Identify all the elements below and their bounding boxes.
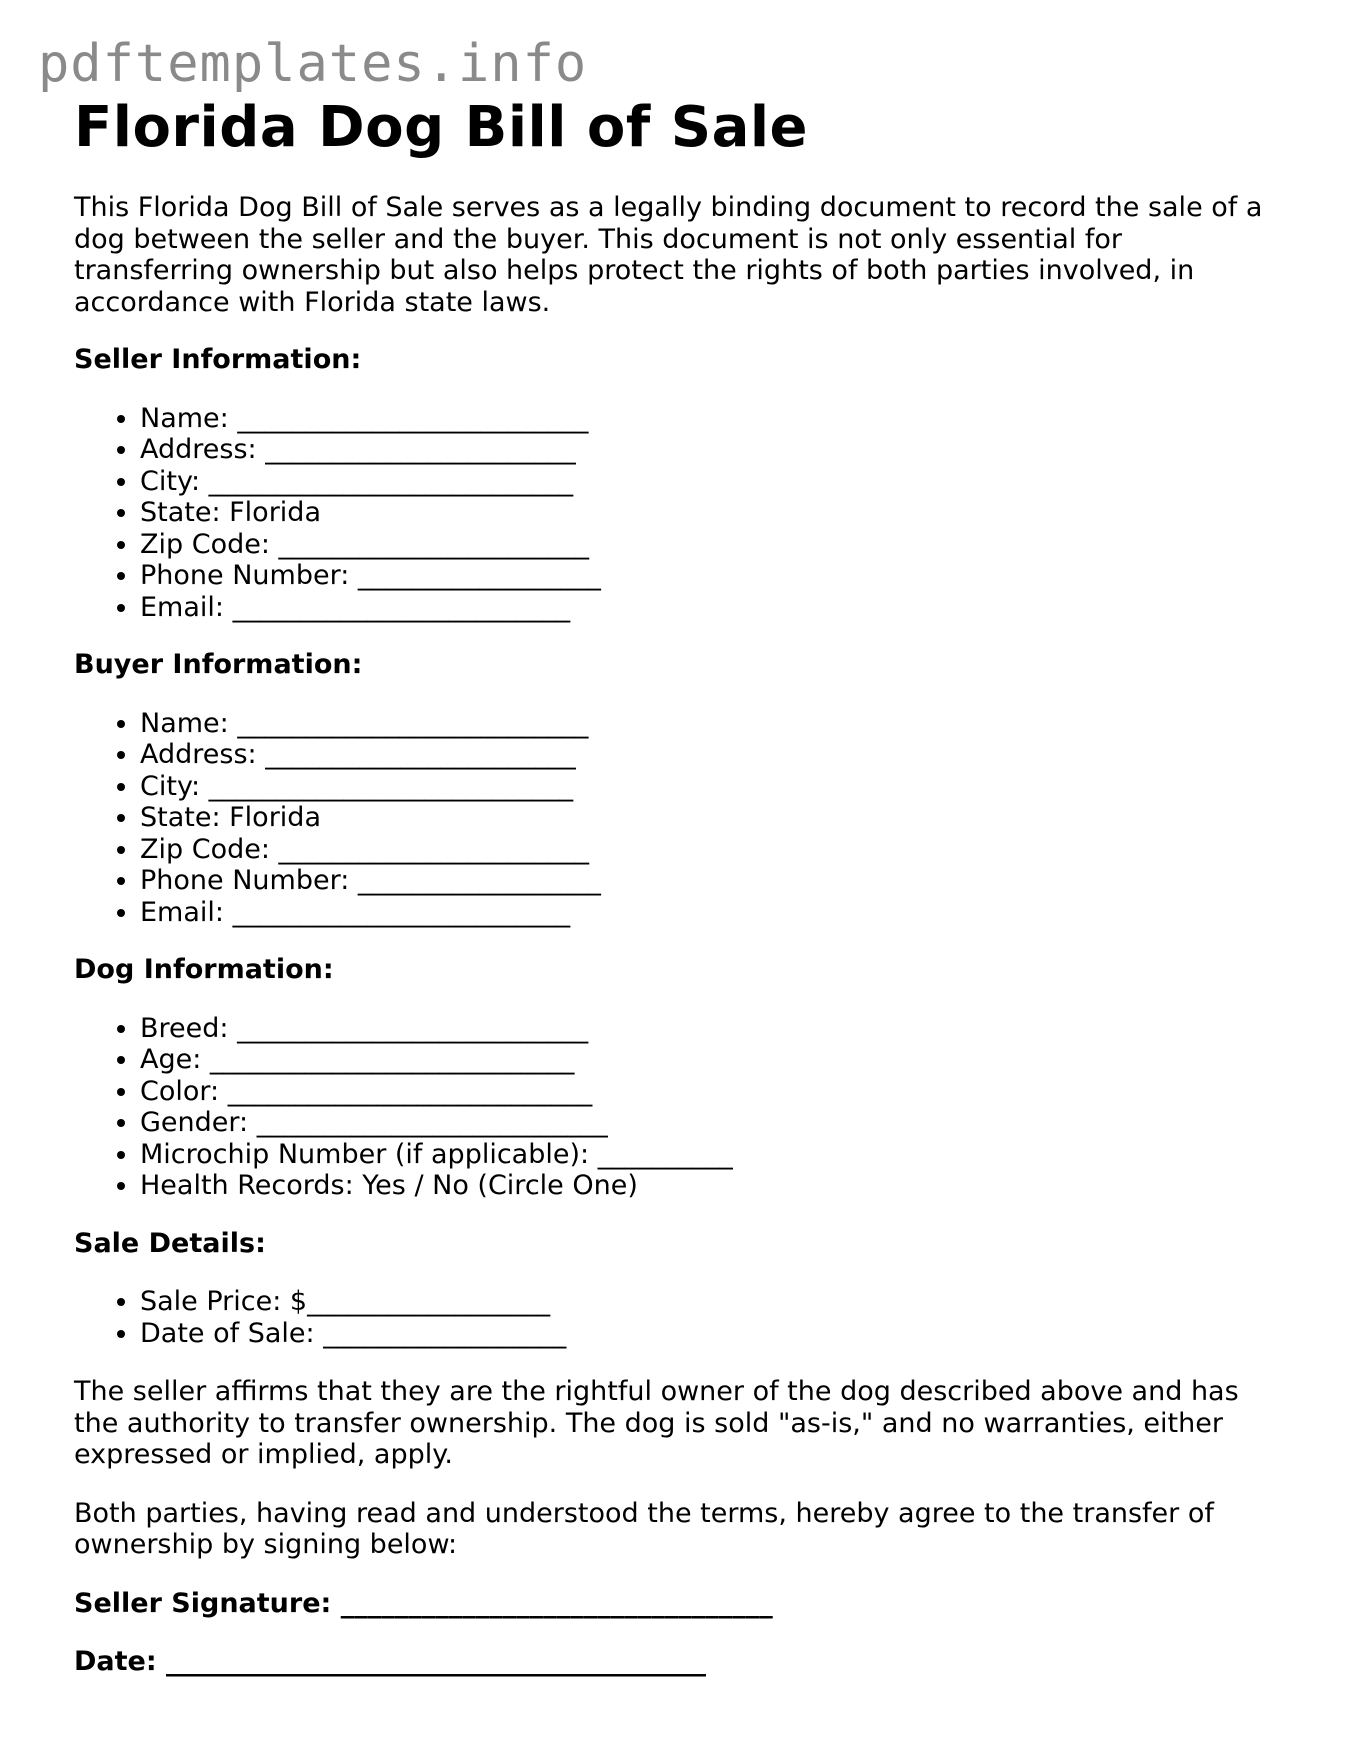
buyer-heading: Buyer Information: — [74, 649, 363, 680]
seller-city-field: • City: ___________________________ — [140, 466, 1284, 498]
buyer-zip-field: • Zip Code: _______________________ — [140, 834, 1284, 866]
seller-heading: Seller Information: — [74, 344, 362, 375]
document-page — [74, 96, 1284, 1678]
sale-list — [74, 1286, 1284, 1349]
seller-zip-field: • Zip Code: _______________________ — [140, 529, 1284, 561]
seller-address-field: • Address: _______________________ — [140, 434, 1284, 466]
buyer-state-field: • State: Florida — [140, 802, 1284, 834]
seller-name-field: • Name: __________________________ — [140, 403, 1284, 435]
agreement-paragraph: Both parties, having read and understood the terms, hereby agree to the transfer of ownership by signing below: — [74, 1497, 1214, 1560]
watermark: pdftemplates.info — [38, 34, 588, 94]
buyer-city-field: • City: ___________________________ — [140, 771, 1284, 803]
seller-signature-line: Seller Signature: ________________________________ — [74, 1587, 773, 1619]
dog-breed-field: • Breed: __________________________ — [140, 1013, 1284, 1045]
dog-microchip-field: • Microchip Number (if applicable): __________ — [140, 1139, 1284, 1171]
dog-list — [74, 1013, 1284, 1202]
seller-phone-field: • Phone Number: __________________ — [140, 560, 1284, 592]
dog-age-field: • Age: ___________________________ — [140, 1044, 1284, 1076]
buyer-address-field: • Address: _______________________ — [140, 739, 1284, 771]
page-title: Florida Dog Bill of Sale — [74, 95, 809, 160]
dog-color-field: • Color: ___________________________ — [140, 1076, 1284, 1108]
buyer-name-field: • Name: __________________________ — [140, 708, 1284, 740]
seller-state-field: • State: Florida — [140, 497, 1284, 529]
intro-paragraph: This Florida Dog Bill of Sale serves as a legally binding document to record the sale of a dog between the seller and the buyer. This document is not only essential for transferring ownership but also helps protect the rights of both parties involved, in accordance with Florida state laws. — [74, 192, 1263, 318]
dog-gender-field: • Gender: __________________________ — [140, 1107, 1284, 1139]
sale-heading: Sale Details: — [74, 1227, 266, 1259]
buyer-list — [74, 708, 1284, 929]
seller-email-field: • Email: _________________________ — [140, 592, 1284, 624]
dog-heading: Dog Information: — [74, 954, 334, 985]
sale-price-field: • Sale Price: $__________________ — [140, 1286, 1284, 1318]
affirmation-paragraph: The seller affirms that they are the rightful owner of the dog described above and has the authority to transfer ownership. The dog is sold "as-is," and no warranties, either expressed or implied, apply. — [74, 1376, 1239, 1470]
buyer-phone-field: • Phone Number: __________________ — [140, 865, 1284, 897]
date-line: Date: ________________________________________ — [74, 1646, 707, 1677]
sale-date-field: • Date of Sale: __________________ — [140, 1318, 1284, 1350]
seller-list — [74, 403, 1284, 624]
buyer-email-field: • Email: _________________________ — [140, 897, 1284, 929]
dog-health-records-field: • Health Records: Yes / No (Circle One) — [140, 1170, 1284, 1202]
